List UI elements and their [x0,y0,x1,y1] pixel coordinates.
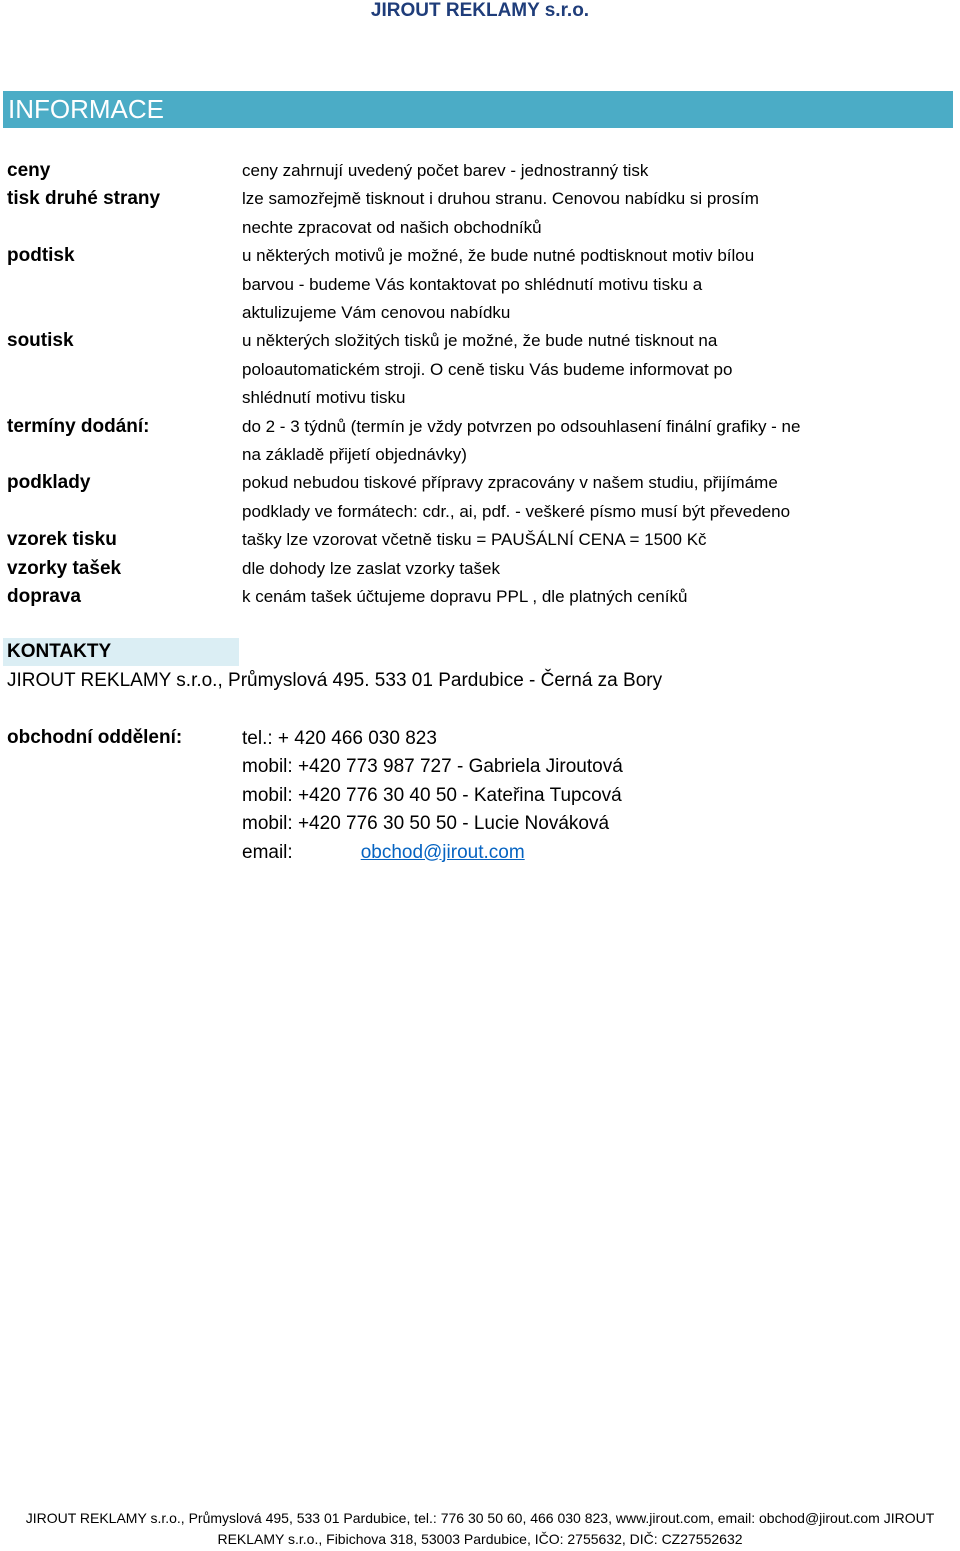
info-row-line: dle dohody lze zaslat vzorky tašek [242,558,500,578]
mobile-contact: mobil: +420 776 30 40 50 - Kateřina Tupcová [242,784,622,806]
email-label: email: [242,841,293,863]
info-row-value [242,413,862,470]
mobile-contact: mobil: +420 776 30 50 50 - Lucie Nováková [242,813,610,835]
info-row-value [242,157,862,185]
info-row-line: podklady ve formátech: cdr., ai, pdf. - veškeré písmo musí být převedeno [242,501,791,521]
info-row [0,242,960,327]
sales-department-label: obchodní oddělení: [7,727,183,748]
phone-number: tel.: + 420 466 030 823 [242,728,437,749]
info-row [0,185,960,242]
info-row-value [242,555,862,583]
info-row-label: podklady [7,472,91,494]
contacts-banner [3,638,239,666]
info-row-value [242,327,862,412]
mobile-contact: mobil: +420 773 987 727 - Gabriela Jiroutová [242,756,623,778]
info-row-line: u některých motivů je možné, že bude nutné podtisknout motiv bílou [242,246,755,266]
info-row-label: termíny dodání: [7,415,150,437]
company-address: JIROUT REKLAMY s.r.o., Průmyslová 495. 533 01 Pardubice - Černá za Bory [7,670,663,691]
info-row-label: soutisk [7,330,74,352]
info-row-line: pokud nebudou tiskové přípravy zpracovány v našem studiu, přijímáme [242,473,778,493]
info-row-line: tašky lze vzorovat včetně tisku = PAUŠÁLNÍ CENA = 1500 Kč [242,530,707,550]
info-row-label: podtisk [7,245,75,267]
info-row-label: vzorky tašek [7,557,122,579]
info-row-value [242,185,862,242]
email-link[interactable]: obchod@jirout.com [360,841,525,863]
info-row-label: tisk druhé strany [7,188,161,210]
info-row [0,555,960,583]
info-row-line: barvou - budeme Vás kontaktovat po shlédnutí motivu tisku a [242,274,703,294]
info-row-value [242,526,862,554]
info-row-line: aktulizujeme Vám cenovou nabídku [242,303,511,323]
info-row-label: vzorek tisku [7,529,117,551]
info-row-line: do 2 - 3 týdnů (termín je vždy potvrzen po odsouhlasení finální grafiky - ne [242,416,801,436]
page-footer [0,1508,960,1550]
info-title: INFORMACE [8,94,164,124]
company-title: JIROUT REKLAMY s.r.o. [370,0,590,21]
info-row-value [242,583,862,611]
info-banner [3,91,953,128]
info-row [0,327,960,412]
info-row-line: poloautomatickém stroji. O ceně tisku Vás budeme informovat po [242,359,733,379]
email-row [242,839,623,867]
info-table [0,157,960,612]
info-row-value [242,242,862,327]
info-row-value [242,469,862,526]
document-header [0,0,960,22]
info-row [0,526,960,554]
info-row-line: u některých složitých tisků je možné, že bude nutné tisknout na [242,331,718,351]
info-row-line: lze samozřejmě tisknout i druhou stranu. Cenovou nabídku si prosím [242,189,759,209]
info-row [0,157,960,185]
info-row-line: na základě přijetí objednávky) [242,445,467,465]
info-row-line: ceny zahrnují uvedený počet barev - jednostranný tisk [242,161,649,180]
footer-line: JIROUT REKLAMY s.r.o., Průmyslová 495, 533 01 Pardubice, tel.: 776 30 50 60, 466 030 823, www.jirout.com, email: obchod@jirout.com JIROUT [25,1510,935,1526]
footer-line: REKLAMY s.r.o., Fibichova 318, 53003 Pardubice, IČO: 2755632, DIČ: CZ27552632 [217,1531,743,1547]
info-row-label: doprava [7,586,81,608]
info-row-line: shlédnutí motivu tisku [242,388,406,408]
info-row-line: k cenám tašek účtujeme dopravu PPL , dle platných ceníků [242,587,688,607]
info-row-label: ceny [7,160,51,181]
sales-contacts [242,725,623,867]
info-row [0,469,960,526]
info-row [0,583,960,611]
info-row-line: nechte zpracovat od našich obchodníků [242,217,542,237]
info-row [0,413,960,470]
contacts-title: KONTAKTY [7,641,112,662]
